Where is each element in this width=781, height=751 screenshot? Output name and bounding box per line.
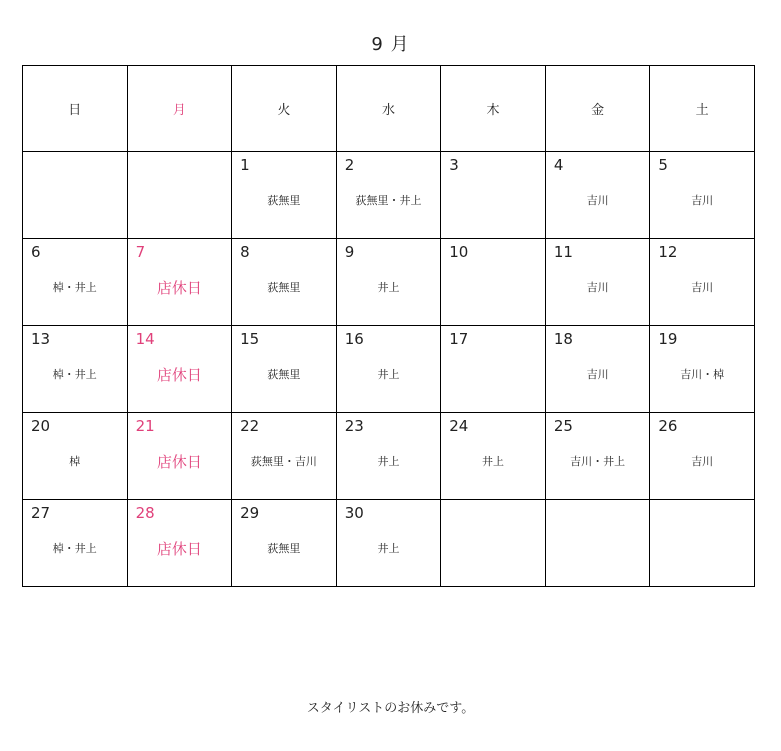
calendar-table [22, 65, 755, 587]
day-number: 15 [240, 330, 260, 348]
weekday-friday: 金 [545, 66, 650, 152]
day-cell [127, 239, 232, 326]
day-number: 23 [344, 417, 364, 435]
day-number: 10 [449, 243, 469, 261]
week-row [23, 239, 755, 326]
day-number: 3 [449, 156, 459, 174]
holiday-label: 店休日 [156, 366, 202, 384]
holiday-label: 店休日 [156, 279, 202, 297]
stylist-off-note: 吉川 [586, 281, 609, 294]
day-number: 27 [31, 504, 51, 522]
stylist-off-note: 荻無里 [267, 281, 301, 294]
day-number: 25 [553, 417, 573, 435]
day-cell [127, 152, 232, 239]
weekday-sunday: 日 [23, 66, 128, 152]
calendar-body [23, 152, 755, 587]
stylist-off-note: 棹・井上 [52, 368, 97, 381]
day-number: 11 [553, 243, 573, 261]
day-cell [441, 500, 546, 587]
day-number: 4 [553, 156, 564, 174]
day-cell [232, 152, 337, 239]
weekday-saturday: 土 [650, 66, 755, 152]
stylist-off-note: 棹・井上 [52, 542, 97, 555]
day-number: 9 [344, 243, 355, 261]
stylist-off-note: 井上 [377, 368, 400, 381]
day-number: 20 [31, 417, 51, 435]
stylist-off-note: 荻無里 [267, 542, 301, 555]
stylist-off-note: 井上 [377, 542, 400, 555]
day-cell [23, 326, 128, 413]
stylist-off-note: 井上 [482, 455, 505, 468]
day-cell [650, 239, 755, 326]
stylist-off-note: 吉川 [691, 194, 714, 207]
day-number: 19 [658, 330, 678, 348]
day-cell [127, 413, 232, 500]
day-cell [23, 413, 128, 500]
day-cell [232, 413, 337, 500]
stylist-off-note: 荻無里 [267, 368, 301, 381]
day-number: 26 [658, 417, 678, 435]
day-cell [545, 326, 650, 413]
day-cell [545, 413, 650, 500]
day-cell [336, 152, 441, 239]
day-cell [650, 500, 755, 587]
day-cell [441, 326, 546, 413]
day-cell [23, 500, 128, 587]
stylist-off-note: 吉川 [691, 455, 714, 468]
week-row [23, 152, 755, 239]
day-number: 13 [31, 330, 51, 348]
day-cell [545, 239, 650, 326]
footer-note: スタイリストのお休みです。 [306, 701, 475, 716]
day-cell [650, 152, 755, 239]
day-cell [336, 239, 441, 326]
stylist-off-note: 荻無里 [267, 194, 301, 207]
stylist-off-note: 井上 [377, 455, 400, 468]
day-number: 17 [449, 330, 469, 348]
day-cell [545, 152, 650, 239]
stylist-off-note: 吉川 [586, 194, 609, 207]
holiday-label: 店休日 [156, 453, 202, 471]
day-cell [23, 239, 128, 326]
week-row [23, 326, 755, 413]
day-number: 2 [344, 156, 355, 174]
week-row [23, 413, 755, 500]
day-cell [336, 500, 441, 587]
stylist-off-note: 棹・井上 [52, 281, 97, 294]
day-cell [23, 152, 128, 239]
day-cell [650, 326, 755, 413]
weekday-thursday: 木 [441, 66, 546, 152]
day-number: 8 [240, 243, 250, 261]
stylist-off-note: 吉川・井上 [570, 455, 626, 468]
calendar-title: 9 月 [371, 34, 410, 55]
day-number: 28 [135, 504, 155, 522]
day-cell [441, 239, 546, 326]
day-cell [545, 500, 650, 587]
day-cell [127, 326, 232, 413]
day-number: 6 [31, 243, 41, 261]
day-cell [441, 152, 546, 239]
day-cell [336, 413, 441, 500]
stylist-off-note: 井上 [377, 281, 400, 294]
weekday-header-row [23, 66, 755, 152]
day-number: 18 [553, 330, 573, 348]
day-number: 12 [658, 243, 678, 261]
day-cell [127, 500, 232, 587]
day-cell [232, 326, 337, 413]
day-number: 16 [344, 330, 364, 348]
day-cell [232, 500, 337, 587]
day-number: 7 [135, 243, 146, 261]
day-cell [650, 413, 755, 500]
day-number: 5 [658, 156, 668, 174]
stylist-off-note: 棹 [69, 455, 81, 468]
stylist-off-note: 荻無里・吉川 [250, 455, 317, 468]
day-number: 14 [135, 330, 155, 348]
day-number: 24 [449, 417, 469, 435]
day-number: 1 [240, 156, 250, 174]
weekday-tuesday: 火 [232, 66, 337, 152]
day-cell [336, 326, 441, 413]
stylist-off-note: 荻無里・井上 [355, 194, 422, 207]
weekday-monday: 月 [127, 66, 232, 152]
day-cell [441, 413, 546, 500]
day-number: 29 [240, 504, 260, 522]
holiday-label: 店休日 [156, 540, 202, 558]
stylist-off-note: 吉川 [586, 368, 609, 381]
day-number: 30 [344, 504, 364, 522]
week-row [23, 500, 755, 587]
day-number: 22 [240, 417, 260, 435]
day-cell [232, 239, 337, 326]
stylist-off-note: 吉川・棹 [680, 368, 725, 381]
day-number: 21 [135, 417, 155, 435]
weekday-wednesday: 水 [336, 66, 441, 152]
stylist-off-note: 吉川 [691, 281, 714, 294]
